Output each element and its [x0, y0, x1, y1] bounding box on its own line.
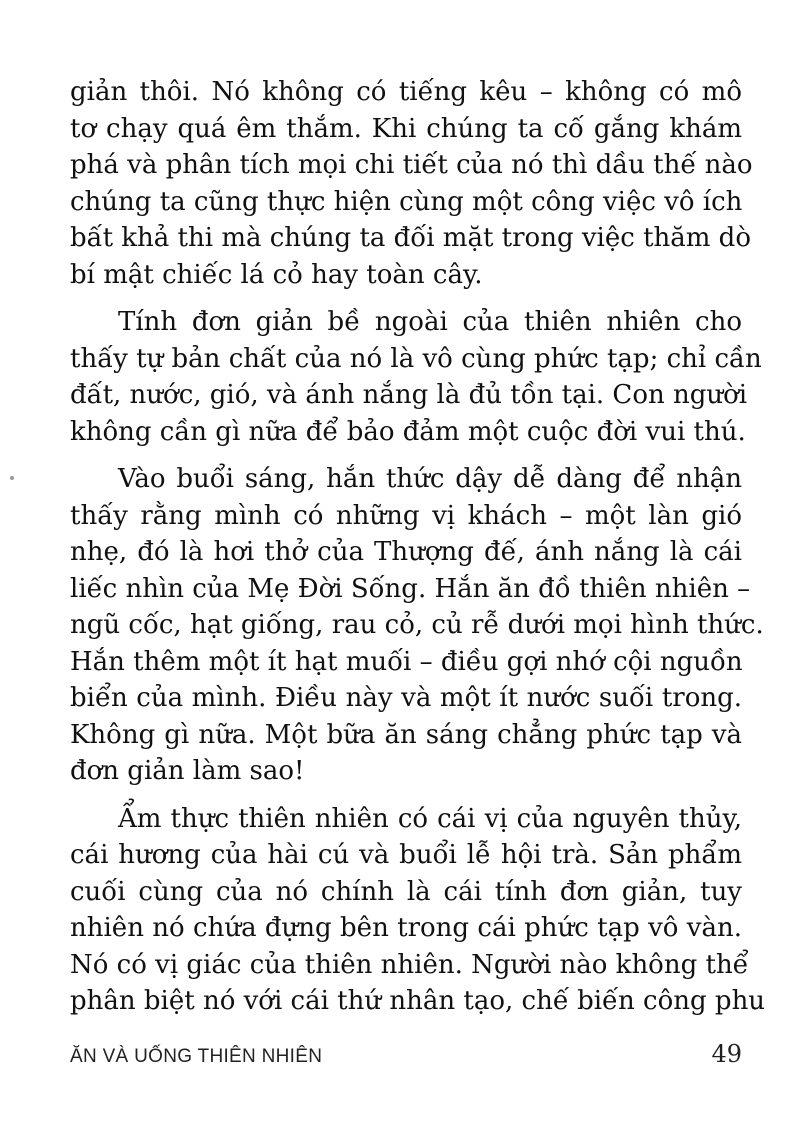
text-line: phá và phân tích mọi chi tiết của nó thì dầu thế nào — [70, 150, 753, 180]
text-line: Hắn thêm một ít hạt muối – điều gợi nhớ cội nguồn — [70, 646, 743, 677]
text-line: ngũ cốc, hạt giống, rau cỏ, củ rễ dưới mọi hình thức. — [70, 610, 764, 640]
text-line: phân biệt nó với cái thứ nhân tạo, chế biến công phu — [70, 986, 766, 1016]
text-line: Ẩm thực thiên nhiên có cái vị của nguyên thủy, — [118, 803, 742, 834]
paragraph-2 — [70, 304, 762, 450]
text-line: nhẹ, đó là hơi thở của Thượng đế, ánh nắng là cái — [70, 537, 742, 567]
text-line: thấy rằng mình có những vị khách – một làn gió — [70, 500, 742, 531]
paragraph-3 — [70, 461, 764, 790]
text-line: bí mật chiếc lá cỏ hay toàn cây. — [70, 259, 483, 290]
text-line: Không gì nữa. Một bữa ăn sáng chẳng phức tạp và — [70, 719, 742, 750]
text-line: đơn giản làm sao! — [70, 756, 305, 786]
body-text — [70, 74, 766, 1031]
page-number: 49 — [711, 1040, 742, 1068]
text-line: giản thôi. Nó không có tiếng kêu – không có mô — [70, 77, 742, 107]
text-line: đất, nước, gió, và ánh nắng là đủ tồn tại. Con người — [70, 380, 748, 410]
text-line: Vào buổi sáng, hắn thức dậy dễ dàng để nhận — [118, 464, 742, 494]
text-line: cái hương của hài cú và buổi lễ hội trà. Sản phẩm — [70, 840, 742, 870]
page-footer — [70, 1040, 742, 1080]
text-line: bất khả thi mà chúng ta đối mặt trong việc thăm dò — [70, 223, 751, 253]
text-line: chúng ta cũng thực hiện cùng một công việc vô ích — [70, 186, 743, 217]
text-line: không cần gì nữa để bảo đảm một cuộc đời vui thú. — [70, 416, 746, 447]
text-line: tơ chạy quá êm thắm. Khi chúng ta cố gắng khám — [70, 113, 742, 144]
text-line: cuối cùng của nó chính là cái tính đơn giản, tuy — [70, 876, 742, 907]
paragraph-1 — [70, 74, 753, 293]
text-line: Tính đơn giản bề ngoài của thiên nhiên cho — [118, 307, 742, 337]
text-line: liếc nhìn của Mẹ Đời Sống. Hắn ăn đồ thiên nhiên – — [70, 573, 751, 604]
text-line: nhiên nó chứa đựng bên trong cái phức tạp vô vàn. — [70, 913, 742, 943]
running-title: ĂN VÀ UỐNG THIÊN NHIÊN — [70, 1046, 323, 1067]
scan-speck — [10, 476, 14, 480]
paragraph-4 — [70, 801, 766, 1020]
text-line: Nó có vị giác của thiên nhiên. Người nào không thể — [70, 949, 749, 980]
text-line: biển của mình. Điều này và một ít nước suối trong. — [70, 683, 742, 713]
text-line: thấy tự bản chất của nó là vô cùng phức tạp; chỉ cần — [70, 343, 762, 374]
